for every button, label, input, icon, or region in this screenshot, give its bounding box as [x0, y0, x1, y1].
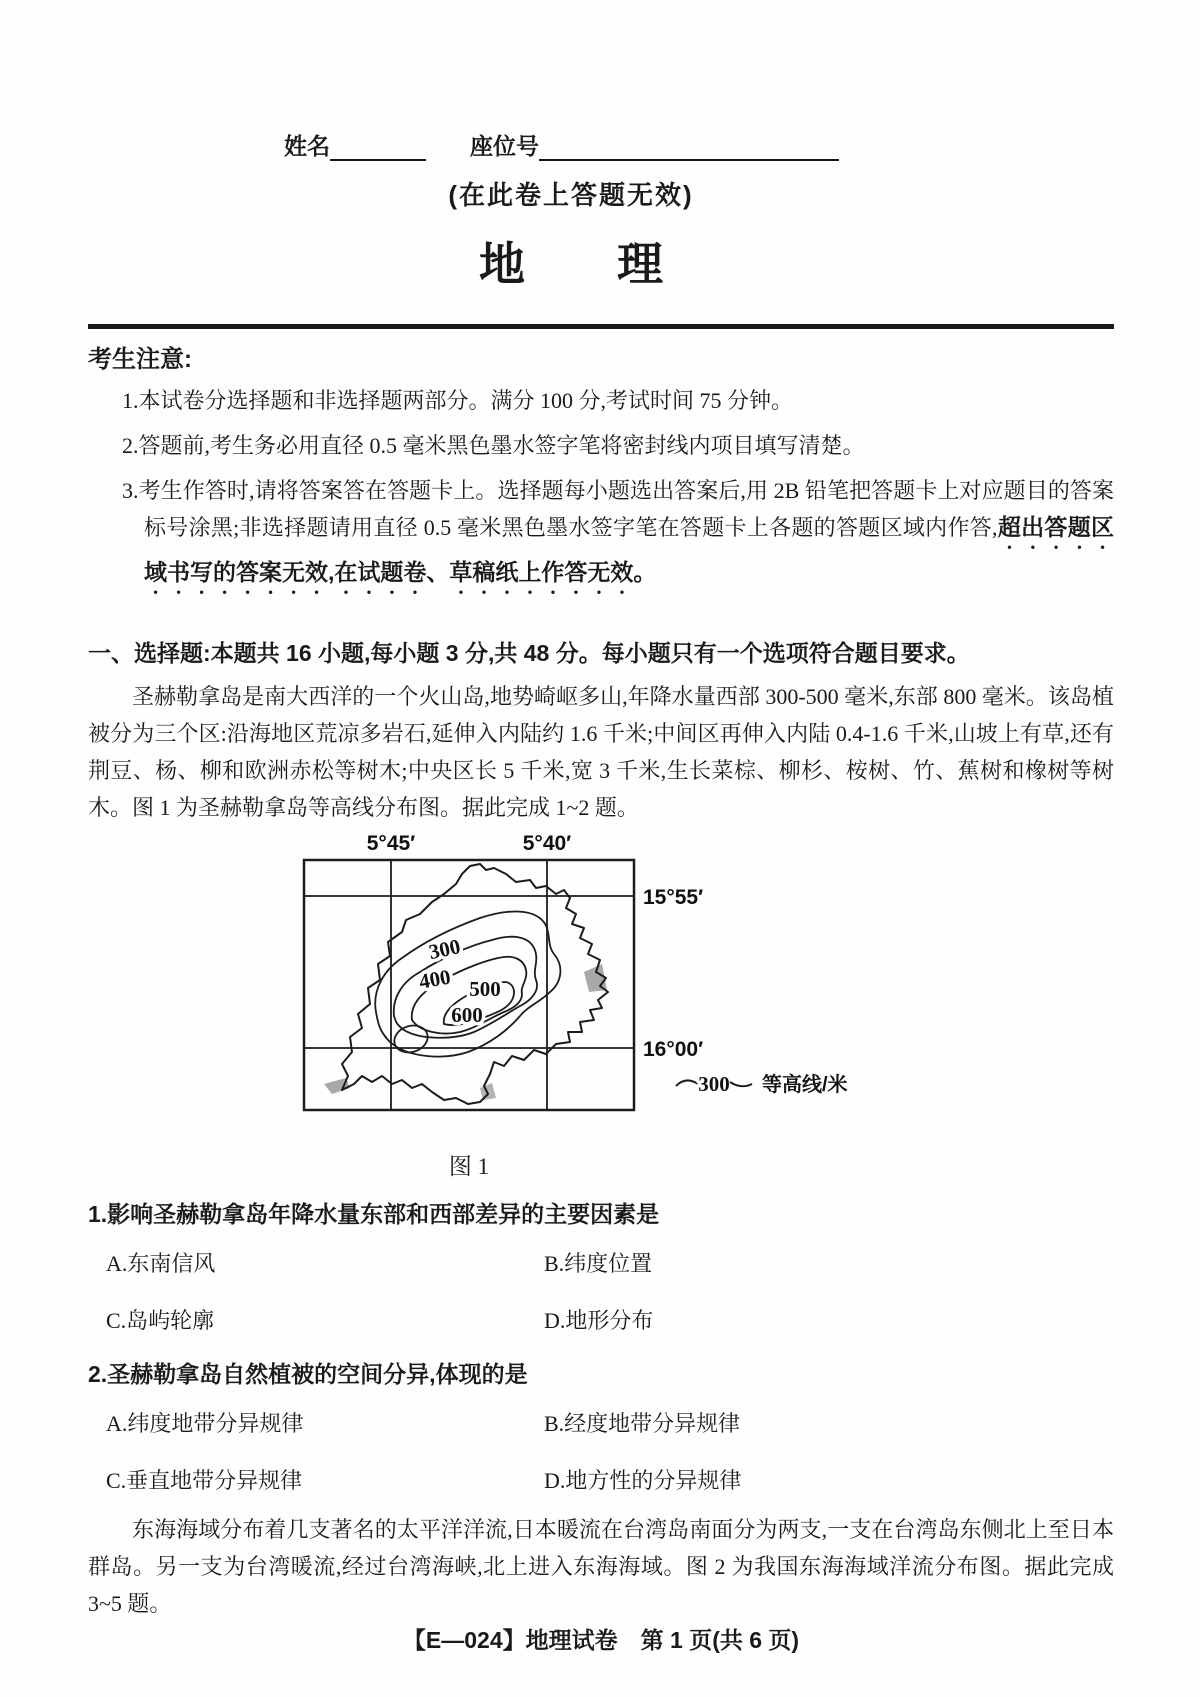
legend-contour	[676, 1072, 848, 1096]
page-title: 地 理	[479, 238, 663, 290]
contour-label-400: 400	[417, 964, 453, 994]
question-2-option-b: B.经度地带分异规律	[544, 1411, 741, 1436]
question-1-option-a: A.东南信风	[106, 1251, 216, 1276]
question-1-option-c: C.岛屿轮廓	[106, 1308, 215, 1333]
contour-small-peak	[391, 1021, 431, 1056]
question-1-option-d: D.地形分布	[544, 1308, 654, 1333]
seat-blank-field	[539, 137, 839, 161]
name-seat-row	[284, 128, 1114, 161]
notice-heading: 考生注意:	[88, 346, 192, 373]
invalid-notice: (在此卷上答题无效)	[448, 180, 694, 210]
seat-label: 座位号	[470, 134, 539, 159]
page-footer: 【E—024】地理试卷 第 1 页(共 6 页)	[402, 1627, 800, 1653]
question-1-stem: 1.影响圣赫勒拿岛年降水量东部和西部差异的主要因素是	[88, 1201, 660, 1227]
question-1-option-b: B.纬度位置	[544, 1251, 653, 1276]
legend-line-right	[730, 1082, 752, 1086]
question-2-option-d: D.地方性的分异规律	[544, 1468, 742, 1493]
figure-1	[284, 832, 944, 1181]
question-2-option-a: A.纬度地带分异规律	[106, 1411, 304, 1436]
contour-label-600: 600	[451, 1003, 483, 1027]
question-2	[88, 1357, 1114, 1501]
lat-label-1555: 15°55′	[643, 886, 704, 909]
question-2-stem: 2.圣赫勒拿岛自然植被的空间分异,体现的是	[88, 1361, 528, 1387]
question-1	[88, 1197, 1114, 1341]
question-2-options	[106, 1407, 1114, 1495]
figure-1-caption: 图 1	[448, 1154, 490, 1179]
lon-label-540: 5°40′	[522, 832, 572, 855]
contour-label-300: 300	[426, 934, 463, 965]
passage-1: 圣赫勒拿岛是南大西洋的一个火山岛,地势崎岖多山,年降水量西部 300-500 毫米,东部 800 毫米。该岛植被分为三个区:沿海地区荒凉多岩石,延伸入内陆约 1.6 千米;中间区再伸入内陆 0.4-1.6 千米,山坡上有草,还有荆豆、杨、柳和欧洲赤松等树木;中央区长 5 千米,宽 3 千米,生长菜棕、柳杉、桉树、竹、蕉树和橡树等树木。图 1 为圣赫勒拿岛等高线分布图。据此完成 1~2 题。	[88, 684, 1114, 820]
legend-label: 等高线/米	[762, 1074, 848, 1096]
passage-2: 东海海域分布着几支著名的太平洋洋流,日本暖流在台湾岛南面分为两支,一支在台湾岛东侧北上至日本群岛。另一支为台湾暖流,经过台湾海峡,北上进入东海海域。图 2 为我国东海海域洋流分布图。据此完成 3~5 题。	[88, 1517, 1114, 1616]
notice-item-3-text: 3.考生作答时,请将答案答在答题卡上。选择题每小题选出答案后,用 2B 铅笔把答题卡上对应题目的答案标号涂黑;非选择题请用直径 0.5 毫米黑色墨水签字笔在答题卡上各题的答题区域内作答,	[122, 478, 1114, 540]
shade-south-tip	[480, 1083, 496, 1100]
name-blank-field	[330, 137, 426, 161]
contour-map	[284, 832, 944, 1144]
notice-item-3-emphasis: 超出答题区域书写的答案无效,在试题卷、草稿纸上作答无效。	[144, 514, 1114, 585]
name-label: 姓名	[284, 134, 330, 159]
lat-label-1600: 16°00′	[643, 1038, 704, 1061]
candidate-notice	[88, 339, 1114, 607]
notice-item-1: 1.本试卷分选择题和非选择题两部分。满分 100 分,考试时间 75 分钟。	[122, 388, 794, 413]
lon-label-545: 5°45′	[366, 832, 416, 855]
question-1-options	[106, 1247, 1114, 1335]
section-1-heading: 一、选择题:本题共 16 小题,每小题 3 分,共 48 分。每小题只有一个选项符合题目要求。	[88, 640, 970, 666]
legend-line-left	[676, 1081, 698, 1087]
notice-item-3	[88, 472, 1114, 599]
contour-label-500: 500	[469, 977, 501, 1001]
double-rule-divider	[88, 324, 1114, 329]
notice-item-2: 2.答题前,考生务必用直径 0.5 毫米黑色墨水签字笔将密封线内项目填写清楚。	[122, 433, 865, 458]
legend-value: 300	[698, 1072, 730, 1096]
question-2-option-c: C.垂直地带分异规律	[106, 1468, 303, 1493]
